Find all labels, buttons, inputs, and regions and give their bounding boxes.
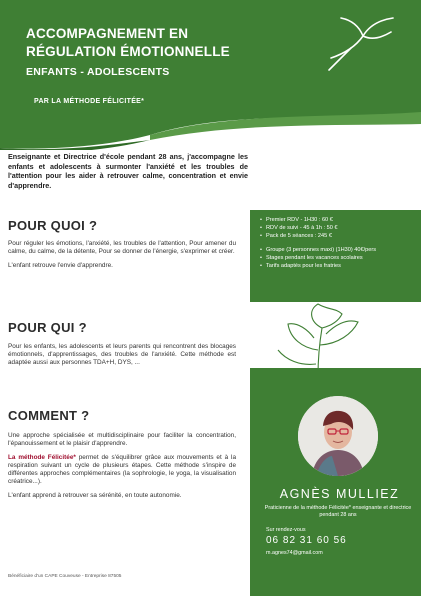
intro-text: Enseignante et Directrice d'école pendant 28 ans, j'accompagne les enfants et adolescents à surmonter l'anxiété et les troubles de l'attention pour les aider à retrouver calme, concentration et envie d'apprendre. [8,152,248,190]
email-address[interactable]: m.agnes74@gmail.com [266,550,323,556]
profile-photo [298,396,378,476]
pricing-panel [250,210,421,302]
pricing-item: • RDV de suivi - 45 à 1h : 50 € [260,224,415,232]
profile-role: Praticienne de la méthode Félicitée* enseignante et directrice pendant 28 ans [264,505,412,519]
method-description: permet de s'équilibrer grâce aux mouvements et à la respiration suivant un cycle de plusieurs étapes. Cette méthode s'inspire de différentes approches complémentaires (la sophrologie, le yoga, la visualisation créatrice...). [8,454,237,485]
option-item: • Tarifs adaptés pour les fratries [260,262,415,270]
comment-conclusion: L'enfant apprend à retrouver sa sérénité, en toute autonomie. [8,492,182,499]
profile-name: AGNÈS MULLIEZ [279,487,400,501]
header-title-line2: RÉGULATION ÉMOTIONNELLE [26,44,230,59]
section-body-comment [8,432,236,506]
method-label: La méthode Félicitée* [8,454,76,461]
pricing-item: • Pack de 5 séances : 245 € [260,232,415,240]
header-banner [0,0,421,150]
comment-intro: Une approche spécialisée et multidisciplinaire pour faciliter la concentration, l'épanouissement et le plaisir d'apprendre. [8,432,236,447]
bird-logo-icon [321,8,401,78]
header-method: PAR LA MÉTHODE FÉLICITÉE* [34,98,145,105]
appointment-label: Sur rendez-vous [266,527,306,533]
section-title-comment: COMMENT ? [8,408,90,423]
header-title-line1: ACCOMPAGNEMENT EN [26,26,189,41]
phone-number[interactable]: 06 82 31 60 56 [266,535,347,546]
section-body-pour-quoi [8,240,236,276]
ginkgo-leaf-icon [258,300,378,378]
pour-quoi-conclusion: L'enfant retrouve l'envie d'apprendre. [8,262,113,269]
section-title-pour-quoi: POUR QUOI ? [8,218,98,233]
section-body-pour-qui [8,343,236,373]
footer-note: Bénéficiaire d'un CAPE Couveuse - Entreprise 87505 [8,574,122,579]
portrait-image [298,396,378,476]
section-title-pour-qui: POUR QUI ? [8,320,87,335]
comment-method [8,454,236,486]
option-item: • Stages pendant les vacances scolaires [260,254,415,262]
pricing-item: • Premier RDV - 1H30 : 60 € [260,216,415,224]
header-subtitle: ENFANTS - ADOLESCENTS [26,66,170,78]
pour-qui-text: Pour les enfants, les adolescents et leurs parents qui rencontrent des blocages émotionnels, d'apprentissages, des troubles de l'anxiété. Cette méthode est adaptée aussi aux personnes TDA+H, DYS, ... [8,343,236,366]
option-item: • Groupe (3 personnes maxi) (1H30) 40€/pers [260,246,415,254]
pour-quoi-text: Pour réguler les émotions, l'anxiété, les troubles de l'attention, Pour amener du calme, du calme, de la détente, Pour se donner de l'énergie, s'exprimer et créer. [8,240,236,255]
